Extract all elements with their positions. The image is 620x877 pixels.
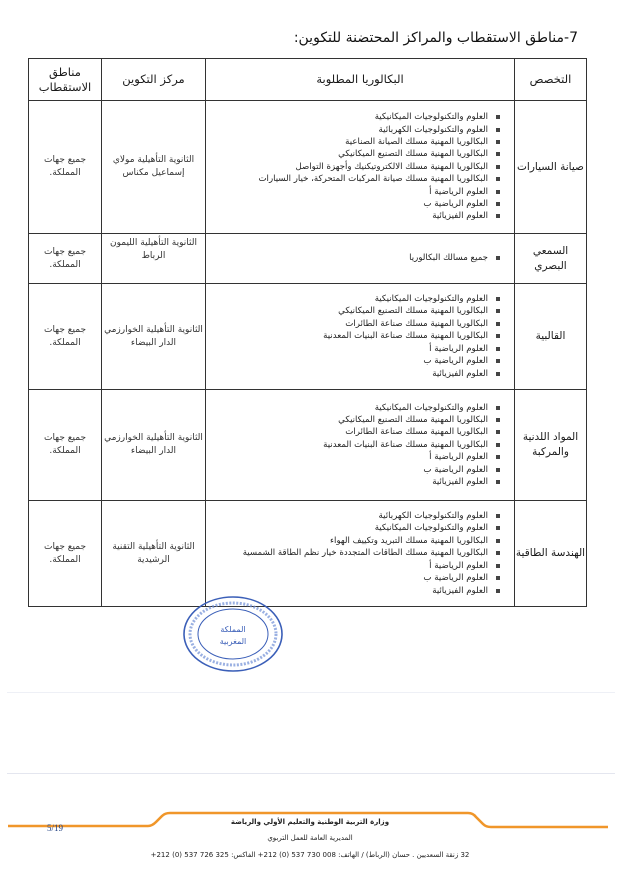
regions-cell: جميع جهات المملكة. [29,501,102,607]
specialty-cell: القالبية [515,284,587,390]
regions-cell: جميع جهات المملكة. [29,284,102,390]
list-item: العلوم والتكنولوجيات الميكانيكية [206,402,500,414]
training-center-cell: الثانوية التأهيلية التقنية الرشيدية [102,501,206,607]
list-item: البكالوريا المهنية مسلك صناعة الطائرات [206,426,500,438]
training-center-cell: الثانوية التأهيلية مولاي إسماعيل مكناس [102,101,206,234]
list-item: البكالوريا المهنية مسلك الالكتروتيكنيك وأجهزة التواصل [206,161,500,173]
list-item: العلوم والتكنولوجيات الميكانيكية [206,293,500,305]
list-item: العلوم الرياضية أ [206,560,500,572]
list-item: البكالوريا المهنية مسلك التبريد وتكييف الهواء [206,535,500,547]
regions-cell: جميع جهات المملكة. [29,101,102,234]
specialty-cell: الهندسة الطاقية [515,501,587,607]
section-title: 7-مناطق الاستقطاب والمراكز المحتضنة للتكوين: [293,30,578,46]
list-item: العلوم الرياضية ب [206,355,500,367]
list-item: البكالوريا المهنية مسلك صناعة الطائرات [206,318,500,330]
footer-address: 32 زنقة السعديين . حسان (الرباط) / الهاتف: 008 730 537 (0) 212+ الفاكس: 325 726 537 (0) 212+ [150,851,470,859]
bac-list-cell [206,234,515,284]
list-item: العلوم الرياضية ب [206,198,500,210]
list-item: البكالوريا المهنية مسلك صناعة البنيات المعدنية [206,330,500,342]
stamp-text-line1: المملكة [220,625,246,634]
list-item: البكالوريا المهنية مسلك الطاقات المتجددة خيار نظم الطاقة الشمسية [206,547,500,559]
page-number: 5/19 [47,823,64,833]
list-item: العلوم الرياضية أ [206,186,500,198]
training-center-cell: الثانوية التأهيلية الخوارزمي الدار البيضاء [102,284,206,390]
bac-list [206,400,514,491]
list-item: البكالوريا المهنية مسلك الصيانة الصناعية [206,136,500,148]
list-item: العلوم الفيزيائية [206,585,500,597]
table-row [29,234,587,284]
table-row [29,101,587,234]
list-item: العلوم الفيزيائية [206,368,500,380]
list-item: البكالوريا المهنية مسلك صناعة البنيات المعدنية [206,439,500,451]
list-item: البكالوريا المهنية مسلك التصنيع الميكانيكي [206,148,500,160]
bac-list-cell [206,284,515,390]
list-item: جميع مسالك البكالوريا [206,252,500,264]
bac-list-cell [206,101,515,234]
header-recruitment-regions: مناطق الاستقطاب [29,59,102,101]
training-center-cell: الثانوية التأهيلية الخوارزمي الدار البيضاء [102,390,206,501]
header-specialty: التخصص [515,59,587,101]
bac-list [206,250,514,266]
regions-cell: جميع جهات المملكة. [29,234,102,284]
footer-ministry: وزارة التربية الوطنية والتعليم الأولي والرياضة [230,818,390,826]
regions-cell: جميع جهات المملكة. [29,390,102,501]
bac-list [206,291,514,382]
footer-directorate: المديرية العامة للعمل التربوي [267,834,353,842]
training-centers-table [28,58,587,607]
specialty-cell: صيانة السيارات [515,101,587,234]
stamp-text-line2: المغربية [219,637,247,646]
table-row [29,390,587,501]
faint-divider [7,692,615,693]
training-center-cell: الثانوية التأهيلية الليمون الرباط [102,234,206,284]
list-item: العلوم والتكنولوجيات الكهربائية [206,510,500,522]
list-item: العلوم والتكنولوجيات الميكانيكية [206,111,500,123]
list-item: العلوم الرياضية أ [206,451,500,463]
bac-list [206,109,514,225]
list-item: العلوم الرياضية ب [206,464,500,476]
bac-list-cell [206,501,515,607]
bac-list-cell [206,390,515,501]
list-item: العلوم الفيزيائية [206,476,500,488]
list-item: العلوم والتكنولوجيات الميكانيكية [206,522,500,534]
list-item: البكالوريا المهنية مسلك التصنيع الميكانيكي [206,414,500,426]
table-row [29,501,587,607]
specialty-cell: السمعي البصري [515,234,587,284]
list-item: العلوم الفيزيائية [206,210,500,222]
list-item: العلوم والتكنولوجيات الكهربائية [206,124,500,136]
header-required-bac: البكالوريا المطلوبة [206,59,515,101]
list-item: البكالوريا المهنية مسلك صيانة المركبات المتحركة، خيار السيارات [206,173,500,185]
table-header-row [29,59,587,101]
header-training-center: مركز التكوين [102,59,206,101]
table-row [29,284,587,390]
bac-list [206,508,514,599]
list-item: البكالوريا المهنية مسلك التصنيع الميكانيكي [206,305,500,317]
faint-divider [7,773,615,774]
official-stamp-icon [181,595,285,673]
list-item: العلوم الرياضية أ [206,343,500,355]
list-item: العلوم الرياضية ب [206,572,500,584]
specialty-cell: المواد اللدنية والمركبة [515,390,587,501]
